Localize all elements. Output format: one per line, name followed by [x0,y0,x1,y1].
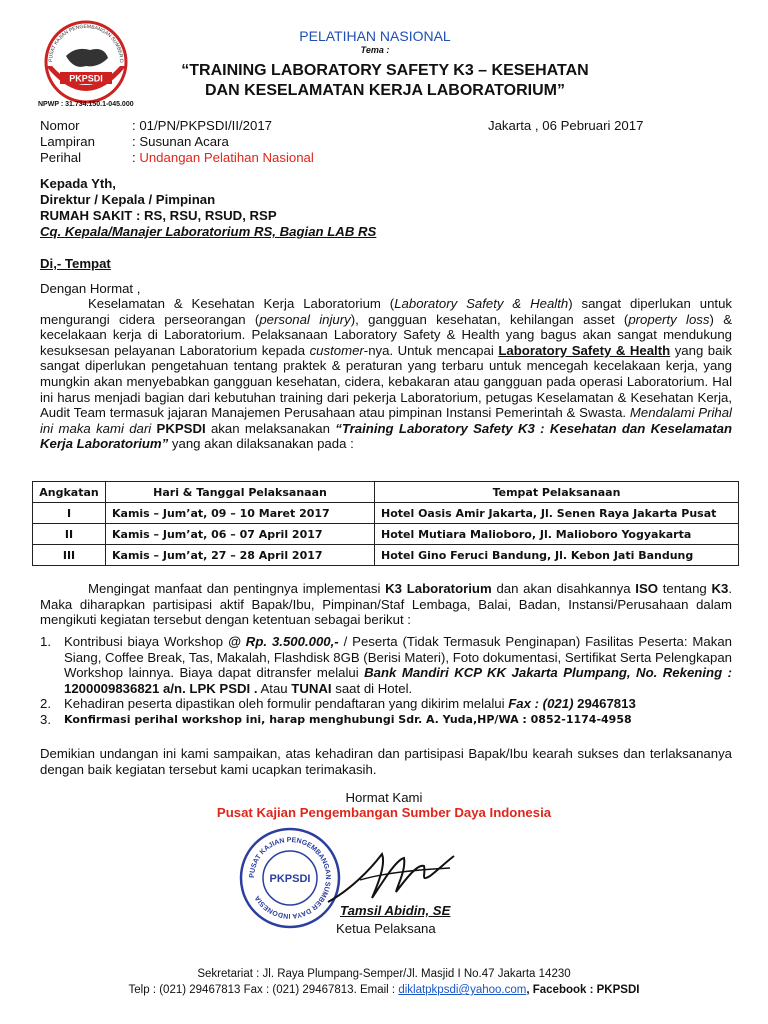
list-number: 1. [40,634,51,649]
t1-text-b: @ Rp. 3.500.000,- [228,634,339,649]
p1-text-p: yang akan dilaksanakan pada : [168,436,354,452]
closing-greeting: Hormat Kami [345,790,423,805]
header-title: PELATIHAN NASIONAL [299,28,451,44]
list-number: 3. [40,711,51,727]
t3-text: Konfirmasi perihal workshop ini, harap menghubungi Sdr. A. Yuda,HP/WA : 0852-1174-4958 [64,712,632,726]
table-header-row [33,482,739,503]
p1-text-l: Mendalami Prihal ini maka kami dari [40,405,732,436]
perihal-label: Perihal [40,150,82,165]
perihal-colon: : [132,150,140,165]
list-item [40,712,732,728]
pkpsdi-logo [32,16,140,108]
closing-paragraph: Demikian undangan ini kami sampaikan, atas kehadiran dan partisipasi Bapak/Ibu kearah sukses dan terlaksananya dengan baik kegiatan tersebut kami ucapkan terimakasih. [40,746,732,777]
schedule-table [32,481,739,566]
p1-text-i: -nya. Untuk mencapai [363,342,499,358]
header-subtitle [140,61,630,101]
subtitle-line-1: “TRAINING LABORATORY SAFETY K3 – KESEHATAN [181,62,589,79]
letter-meta [40,118,432,166]
email-link[interactable]: diklatpkpsdi@yahoo.com [398,984,527,996]
nomor-label: Nomor [40,118,80,133]
footer-contact [0,982,768,998]
table-row [33,503,739,524]
p1-text-n: akan melaksanakan [205,420,336,436]
p2-text-g: . Maka diharapkan partisipasi aktif Bapak/Ibu, Pimpinan/Staf Lembaga, Balai, Badan, Instansi/Perusahaan dalam mengikuti kegiatan tersebut dengan ketentuan sebagai berikut : [40,581,733,628]
footer-phone: Telp : (021) 29467813 Fax : (021) 29467813. Email : [128,984,399,996]
recipient-line-1: Kepada Yth, [40,176,116,191]
table-cell: Hotel Gino Feruci Bandung, Jl. Kebon Jati Bandung [375,545,739,566]
p1-text-o: “Training Laboratory Safety K3 : Kesehatan dan Keselamatan Kerja Laboratorium” [40,420,732,452]
t2-text-b: Fax : (021) [508,696,578,712]
t1-text-a: Kontribusi biaya Workshop [64,634,229,649]
p1-text-c: ) sangat diperlukan untuk mengurangi cidera perseorangan ( [40,296,732,327]
table-cell: I [33,503,106,524]
signer-role: Ketua Pelaksana [336,921,436,936]
t1-text-f: Atau [257,680,292,696]
logo-text: PKPSDI [69,73,103,84]
p1-text-h: customer [309,342,364,358]
stamp-ring-text: PUSAT KAJIAN PENGEMBANGAN SUMBER DAYA INDONESIA [248,836,332,920]
table-cell: Hotel Mutiara Malioboro, Jl. Malioboro Yogyakarta [375,524,739,545]
requirements-paragraph [40,581,732,628]
table-header: Angkatan [33,482,106,503]
recipient-line-3: RUMAH SAKIT : RS, RSU, RSUD, RSP [40,208,277,223]
t1-text-h: saat di Hotel. [331,680,413,696]
footer-address: Sekretariat : Jl. Raya Plumpang-Semper/Jl. Masjid I No.47 Jakarta 14230 [197,968,571,980]
p2-text-c: dan akan disahkannya [491,581,636,596]
table-row [33,524,739,545]
p1-text-f: property loss [628,311,710,327]
stamp-center-text: PKPSDI [269,873,311,885]
p2-text-a: Mengingat manfaat dan pentingnya implementasi [88,581,386,596]
recipient-block [40,176,376,240]
organization-name: Pusat Kajian Pengembangan Sumber Daya Indonesia [216,805,552,820]
p1-text-j: Laboratory Safety & Health [498,342,671,358]
letter-date: Jakarta , 06 Pebruari 2017 [488,118,644,133]
t1-text-g: TUNAI [291,680,332,696]
intro-paragraph [40,296,732,452]
table-cell: III [33,545,106,566]
logo-ring-text: PUSAT KAJIAN PENGEMBANGAN SUMBER D [47,23,125,63]
p2-text-e: tentang [658,581,712,596]
recipient-line-4: Cq. Kepala/Manajer Laboratorium RS, Bagian LAB RS [40,224,377,239]
subtitle-line-2: DAN KESELAMATAN KERJA LABORATORIUM” [205,82,565,99]
signer-name: Tamsil Abidin, SE [340,903,451,918]
t1-text-e: 1200009836821 a/n. LPK PSDI . [64,680,258,696]
p1-text-d: personal injury [259,311,351,327]
signature [320,840,460,910]
closing-block [0,790,768,820]
p2-text-d: ISO [635,581,659,596]
table-row [33,545,739,566]
p1-text-a: Keselamatan & Kesehatan Kerja Laboratorium ( [88,296,395,311]
recipient-line-2: Direktur / Kepala / Pimpinan [40,192,216,207]
p1-text-g: ) & kecelakaan kerja di Laboratorium. Pelaksanaan Laboratory Safety & Health yang bagus akan sangat mendukung kesuksesan pelayanan Laboratorium kepada [40,311,732,358]
t2-text-c: 29467813 [577,696,636,712]
npwp: NPWP : 31.734.150.1-045.000 [38,101,134,108]
t2-text-a: Kehadiran peserta dipastikan oleh formulir pendaftaran yang dikirim melalui [64,696,509,712]
table-header: Tempat Pelaksanaan [375,482,739,503]
list-item [40,634,732,696]
t1-text-d: Bank Mandiri KCP KK Jakarta Plumpang, No. Rekening : [364,665,732,681]
table-cell: II [33,524,106,545]
header-tema: Tema : [360,45,390,55]
terms-list [40,634,732,728]
p1-text-b: Laboratory Safety & Health [394,296,569,311]
lampiran-label: Lampiran [40,134,95,149]
p1-text-e: ), gangguan kesehatan, kehilangan asset ( [350,311,629,327]
footer-facebook: , Facebook : PKPSDI [526,984,640,996]
nomor-value: : 01/PN/PKPSDI/II/2017 [132,118,273,133]
table-cell: Kamis – Jum’at, 06 – 07 April 2017 [106,524,375,545]
table-cell: Hotel Oasis Amir Jakarta, Jl. Senen Raya Jakarta Pusat [375,503,739,524]
p2-text-f: K3 [711,581,729,596]
p1-text-m: PKPSDI [156,420,206,436]
greeting: Dengan Hormat , [40,281,141,296]
list-item [40,696,732,712]
perihal-value: Undangan Pelatihan Nasional [139,150,314,165]
p2-text-b: K3 Laboratorium [385,581,492,596]
lampiran-value: : Susunan Acara [132,134,229,149]
table-cell: Kamis – Jum’at, 27 – 28 April 2017 [106,545,375,566]
list-number: 2. [40,696,51,712]
p1-text-k: yang baik sangat diperlukan pengetahuan tentang praktek & peraturan yang terbaru untuk mencegah kecelakaan kerja, yang mungkin akan menyebabkan gangguan kesehatan, cidera, kebakaran atau gangguan pada operasi Laboratorium. Hal ini harus menjadi bagian dari kebutuhan training dari pekerja Laboratorium, petugas Keselamatan & Kesehatan Kerja, Audit Team termasuk jajaran Manajemen Perusahaan atau pimpinan Instansi Pemerintah & Swasta. [40,342,732,421]
t1-text-c: / Peserta (Tidak Termasuk Penginapan) Fasilitas Peserta: Makan Siang, Coffee Break, Tas, Makalah, Flashdisk 8GB (Berisi Materi), Foto dokumentasi, Sertifikat Serta Pelengkapan Workshop lainnya. Biaya dapat ditransfer melalui [64,634,733,681]
recipient-place: Di,- Tempat [40,256,111,271]
table-header: Hari & Tanggal Pelaksanaan [106,482,375,503]
table-cell: Kamis – Jum’at, 09 – 10 Maret 2017 [106,503,375,524]
footer [0,966,768,998]
